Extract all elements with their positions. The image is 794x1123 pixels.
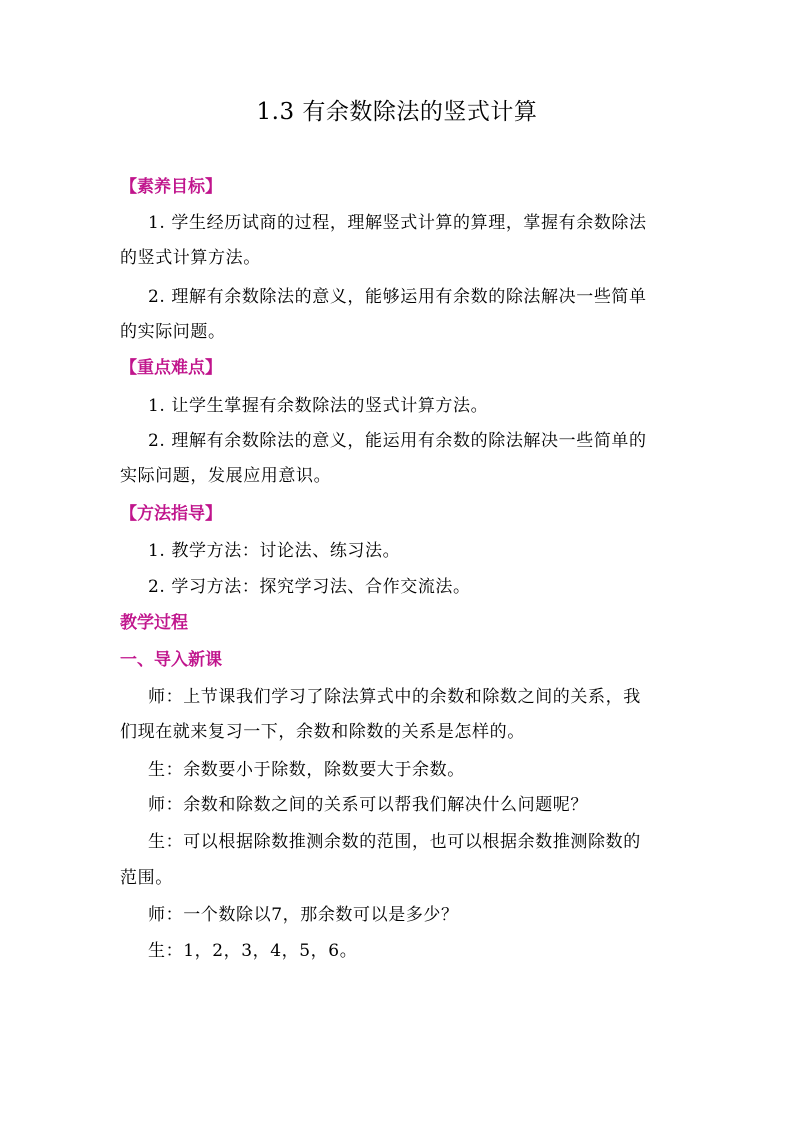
dialogue-line-8: 生：1，2，3，4，5，6。 — [148, 941, 358, 961]
key-point-item-2-line-2: 实际问题，发展应用意识。 — [120, 466, 332, 486]
literacy-goal-item-2-line-2: 的实际问题。 — [120, 322, 226, 342]
literacy-goals-heading: 【素养目标】 — [120, 177, 222, 197]
method-guide-item-1: 1. 教学方法：讨论法、练习法。 — [148, 541, 401, 561]
dialogue-line-1: 师：上节课我们学习了除法算式中的余数和除数之间的关系，我 — [148, 687, 641, 707]
key-point-item-2-line-1: 2. 理解有余数除法的意义，能运用有余数的除法解决一些简单的 — [148, 431, 647, 451]
section-intro-heading: 一、导入新课 — [120, 650, 222, 670]
dialogue-line-7: 师：一个数除以7，那余数可以是多少？ — [148, 905, 459, 925]
literacy-goal-item-1-line-2: 的竖式计算方法。 — [120, 248, 261, 268]
dialogue-line-2: 们现在就来复习一下，余数和除数的关系是怎样的。 — [120, 722, 525, 742]
dialogue-line-3: 生：余数要小于除数，除数要大于余数。 — [148, 760, 465, 780]
literacy-goal-item-2-line-1: 2. 理解有余数除法的意义，能够运用有余数的除法解决一些简单 — [148, 287, 647, 307]
key-point-item-1: 1. 让学生掌握有余数除法的竖式计算方法。 — [148, 396, 489, 416]
page-title: 1.3 有余数除法的竖式计算 — [256, 99, 538, 125]
literacy-goal-item-1-line-1: 1. 学生经历试商的过程，理解竖式计算的算理，掌握有余数除法 — [148, 213, 647, 233]
dialogue-line-5: 生：可以根据除数推测余数的范围，也可以根据余数推测除数的 — [148, 832, 641, 852]
key-points-heading: 【重点难点】 — [120, 358, 222, 378]
teaching-process-heading: 教学过程 — [120, 613, 188, 633]
method-guide-item-2: 2. 学习方法：探究学习法、合作交流法。 — [148, 577, 471, 597]
dialogue-line-4: 师：余数和除数之间的关系可以帮我们解决什么问题呢？ — [148, 795, 588, 815]
dialogue-line-6: 范围。 — [120, 868, 173, 888]
method-guide-heading: 【方法指导】 — [120, 504, 222, 524]
